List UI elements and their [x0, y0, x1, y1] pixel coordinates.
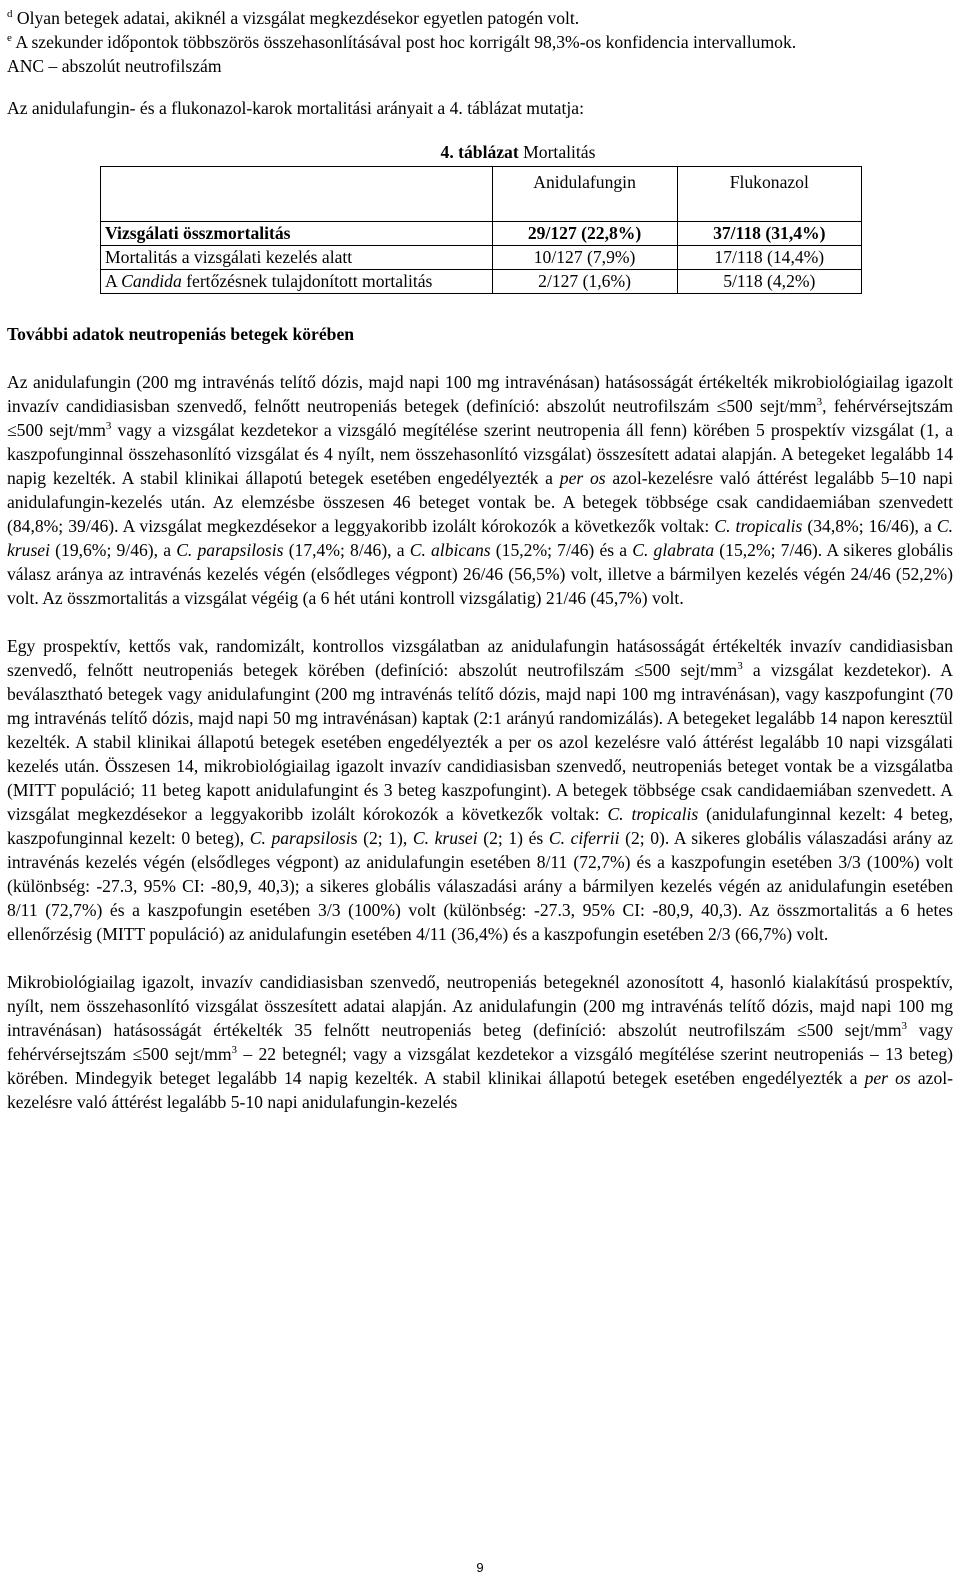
italic-run: C. tropicalis — [607, 804, 699, 824]
superscript: 3 — [901, 1020, 908, 1033]
table-caption-title: Mortalitás — [523, 142, 596, 162]
footnote-mark: e — [7, 32, 12, 45]
table-row-label — [101, 270, 493, 294]
table-row — [101, 246, 862, 270]
footnote-text: A szekunder időpontok többszörös összehasonlításával post hoc korrigált 98,3%-os konfidencia intervallumok. — [15, 32, 797, 52]
page-number: 9 — [476, 1560, 484, 1575]
text-run: (17,4%; 8/46), a — [283, 540, 410, 560]
text-run: vagy fehérvérsejtszám ≤500 sejt/mm — [7, 1020, 953, 1064]
table-cell-anidulafungin: 29/127 (22,8%) — [492, 222, 677, 246]
italic-run: C. ciferrii — [548, 828, 620, 848]
table-cell-anidulafungin: 10/127 (7,9%) — [492, 246, 677, 270]
text-run: (2; 0). A sikeres globális válaszadási arány az intravénás kezelés végén (elsődleges végpont) az anidulafungin esetében 8/11 (72,7%) és a kaszpofungin esetében 3/3 (100%) volt (különbség: -27.3, 95% CI: -80,9, 40,3); a sikeres globális válaszadási arány a bármilyen kezelés végén az anidulafungin esetében 8/11 (72,7%) és a kaszpofungin esetében 3/3 (100%) volt (különbség: -27.3, 95% CI: -80,9, 40,3). Az összmortalitás a 6 hetes ellenőrzésig (MITT populáció) az anidulafungin esetében 4/11 (36,4%) és a kaszpofungin esetében 2/3 (66,7%) volt. — [7, 828, 953, 944]
document-content — [7, 6, 953, 1114]
text-run: s (2; 1), — [350, 828, 413, 848]
superscript: 3 — [105, 420, 112, 433]
table-header-row — [101, 167, 862, 222]
footnote-d — [7, 6, 953, 30]
text-run: , fehérvérsejtszám ≤500 sejt/mm — [7, 396, 954, 440]
paragraph-3 — [7, 970, 953, 1114]
paragraph-2 — [7, 634, 953, 946]
text-run: azol-kezelésre való áttérést legalább 5-10 napi anidulafungin-kezelés — [7, 1068, 954, 1112]
text-run: (anidulafunginnal kezelt: 4 beteg, kaszpofunginnal kezelt: 0 beteg), — [7, 804, 953, 848]
table-caption-number: 4. táblázat — [440, 142, 519, 162]
table-cell-flukonazol: 5/118 (4,2%) — [677, 270, 861, 294]
mortality-table-block — [100, 140, 862, 294]
paragraph-1 — [7, 370, 953, 610]
table-cell-flukonazol: 17/118 (14,4%) — [677, 246, 861, 270]
italic-run: per os — [559, 468, 606, 488]
text-run: a vizsgálat kezdetekor). A beválasztható betegek vagy anidulafungint (200 mg intravénás telítő dózis, majd napi 100 mg intravénásan), vagy kaszpofungint (70 mg intravénás telítő dózis, majd napi 50 mg intravénásan) kaptak (2:1 arányú randomizálás). A betegeket legalább 14 napon keresztül kezelték. A stabil klinikai állapotú betegek esetében engedélyezték a per os azol kezelésre való áttérést legalább 10 napi vizsgálati kezelés után. Összesen 14, mikrobiológiailag igazolt invazív candidiasisban szenvedő, neutropeniás beteget vontak be a vizsgálatba (MITT populáció; 11 beteg kapott anidulafungint és 3 beteg kaszpofungint). A betegek többsége csak candidaemiában szenvedett. A vizsgálat megkezdésekor a leggyakoribb izolált kórokozók a következők voltak: — [7, 660, 953, 824]
table-caption — [137, 140, 899, 164]
italic-run: per os — [864, 1068, 911, 1088]
superscript: 3 — [816, 396, 823, 409]
footnote-anc: ANC – abszolút neutrofilszám — [7, 56, 222, 76]
table-row — [101, 222, 862, 246]
table-header-empty — [101, 167, 493, 222]
table-header-flukonazol: Flukonazol — [677, 167, 861, 222]
table-row — [101, 270, 862, 294]
table-cell-anidulafungin: 2/127 (1,6%) — [492, 270, 677, 294]
text-run: azol-kezelésre való áttérést legalább 5–10 napi anidulafungin-kezelés után. Az elemzésbe összesen 46 beteget vontak be. A betegek többsége csak candidaemiában szenvedett (84,8%; 39/46). A vizsgálat megkezdésekor a leggyakoribb izolált kórokozók a következők voltak: — [7, 468, 953, 536]
italic-run: C. parapsilosi — [249, 828, 351, 848]
label-part: A — [105, 271, 122, 291]
italic-run: C. tropicalis — [714, 516, 803, 536]
section-heading: További adatok neutropeniás betegek körében — [7, 324, 355, 344]
superscript: 3 — [231, 1044, 238, 1057]
text-run: Egy prospektív, kettős vak, randomizált, kontrollos vizsgálatban az anidulafungin hatásosságát értékelték invazív candidiasisban szenvedő, felnőtt neutropeniás betegek körében (definíció: abszolút neutrofilszám ≤500 sejt/mm — [7, 636, 953, 680]
italic-run: C. glabrata — [632, 540, 715, 560]
footnote-mark: d — [7, 8, 13, 21]
italic-run: C. krusei — [7, 516, 953, 560]
italic-run: C. parapsilosis — [176, 540, 284, 560]
text-run: vagy a vizsgálat kezdetekor a vizsgáló megítélése szerint neutropenia áll fenn) körében 5 prospektív vizsgálat (1, a kaszpofunginnal összehasonlító vizsgálat és 4 nyílt, nem összehasonlító vizsgálat) összesített adatai alapján. A betegeket legalább 14 napig kezelték. A stabil klinikai állapotú betegek esetében engedélyezték a — [7, 420, 953, 488]
label-italic: Candida — [121, 271, 182, 291]
mortality-table — [100, 166, 862, 294]
text-run: (15,2%; 7/46). A sikeres globális válasz aránya az intravénás kezelés végén (elsődleges végpont) 26/46 (56,5%) volt, illetve a bármilyen kezelés végén 24/46 (52,2%) volt. Az összmortalitás a vizsgálat végéig (a 6 hét utáni kontroll vizsgálatig) 21/46 (45,7%) volt. — [7, 540, 953, 608]
table-row-label: Vizsgálati összmortalitás — [101, 222, 493, 246]
text-run: (34,8%; 16/46), a — [802, 516, 937, 536]
text-run: Mikrobiológiailag igazolt, invazív candidiasisban szenvedő, neutropeniás betegeknél azonosított 4, hasonló kialakítású prospektív, nyílt, nem összehasonlító vizsgálat összesített adatai alapján. Az anidulafungin (200 mg intravénás telítő dózis, majd napi 100 mg intravénásan) hatásosságát értékelték 35 felnőtt neutropeniás beteg (definíció: abszolút neutrofilszám ≤500 sejt/mm — [7, 972, 953, 1040]
table-cell-flukonazol: 37/118 (31,4%) — [677, 222, 861, 246]
italic-run: C. albicans — [409, 540, 491, 560]
footnote-text: Olyan betegek adatai, akiknél a vizsgálat megkezdésekor egyetlen patogén volt. — [16, 8, 580, 28]
italic-run: C. krusei — [412, 828, 478, 848]
superscript: 3 — [737, 660, 743, 673]
table-header-anidulafungin: Anidulafungin — [492, 167, 677, 222]
label-part: fertőzésnek tulajdonított mortalitás — [181, 271, 433, 291]
intro-text: Az anidulafungin- és a flukonazol-karok mortalitási arányait a 4. táblázat mutatja: — [7, 98, 584, 118]
table-row-label: Mortalitás a vizsgálati kezelés alatt — [101, 246, 493, 270]
text-run: (2; 1) és — [477, 828, 549, 848]
footnote-e — [7, 30, 953, 54]
text-run: Az anidulafungin (200 mg intravénás telítő dózis, majd napi 100 mg intravénásan) hatásosságát értékelték mikrobiológiailag igazolt invazív candidiasisban szenvedő, felnőtt neutropeniás betegek (definíció: abszolút neutrofilszám ≤500 sejt/mm — [7, 372, 953, 416]
text-run: (19,6%; 9/46), a — [50, 540, 177, 560]
text-run: – 22 betegnél; vagy a vizsgálat kezdetekor a vizsgáló megítélése szerint neutropeniás – 13 beteg) körében. Mindegyik beteget legalább 14 napig kezelték. A stabil klinikai állapotú betegek esetében engedélyezték a — [7, 1044, 953, 1088]
text-run: (15,2%; 7/46) és a — [490, 540, 633, 560]
